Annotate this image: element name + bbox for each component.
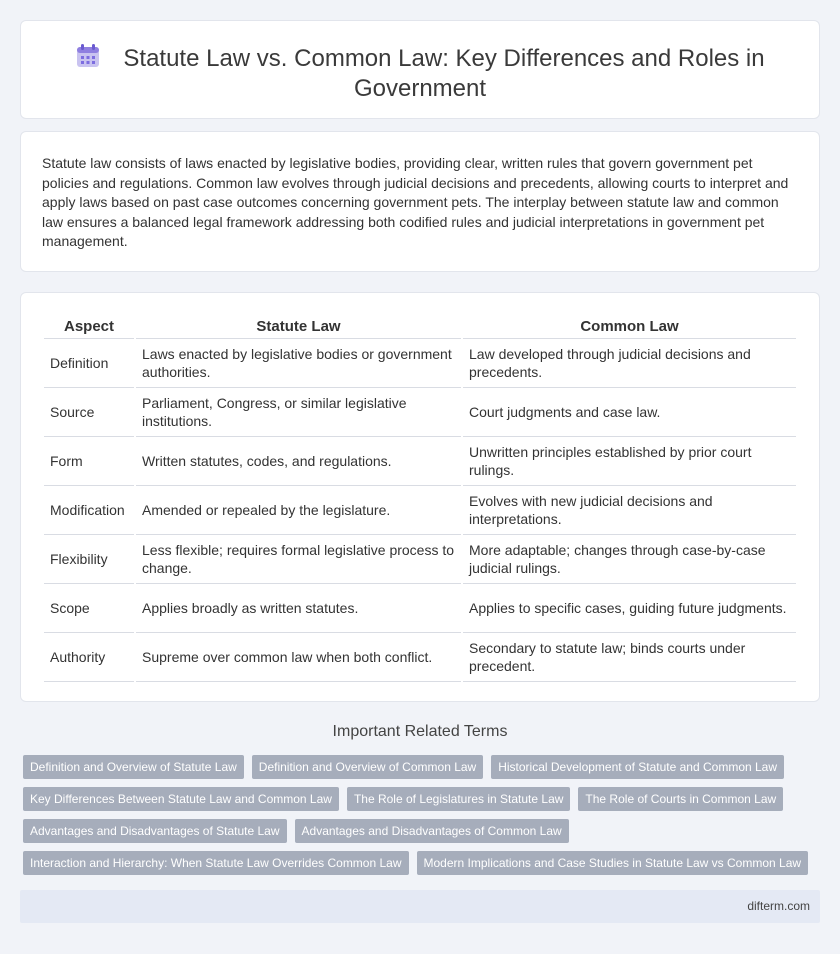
- statute-cell: Amended or repealed by the legislature.: [136, 486, 461, 535]
- common-cell: Applies to specific cases, guiding future judgments.: [463, 584, 796, 633]
- aspect-cell: Scope: [44, 584, 134, 633]
- intro-paragraph: Statute law consists of laws enacted by legislative bodies, providing clear, written rules that govern government pet policies and regulations. Common law evolves through judicial decisions and precedents, allowing courts to interpret and apply laws based on past case outcomes concerning government pets. The interplay between statute law and common law ensures a balanced legal framework addressing both codified rules and judicial interpretations in government pet management.: [42, 155, 789, 249]
- related-terms-list: [23, 755, 823, 883]
- page-title-wrap: [61, 43, 779, 104]
- aspect-cell: Form: [44, 437, 134, 486]
- related-term-tag[interactable]: Modern Implications and Case Studies in Statute Law vs Common Law: [417, 851, 809, 875]
- common-cell: Evolves with new judicial decisions and interpretations.: [463, 486, 796, 535]
- intro-card: [20, 131, 820, 272]
- tag-row: [23, 755, 823, 779]
- header-statute-law: Statute Law: [136, 314, 461, 339]
- statute-cell: Applies broadly as written statutes.: [136, 584, 461, 633]
- tag-row: [23, 851, 823, 875]
- common-cell: Secondary to statute law; binds courts under precedent.: [463, 633, 796, 682]
- aspect-cell: Source: [44, 388, 134, 437]
- common-cell: More adaptable; changes through case-by-case judicial rulings.: [463, 535, 796, 584]
- common-cell: Court judgments and case law.: [463, 388, 796, 437]
- common-cell: Law developed through judicial decisions and precedents.: [463, 339, 796, 388]
- related-term-tag[interactable]: Advantages and Disadvantages of Statute Law: [23, 819, 287, 843]
- aspect-cell: Definition: [44, 339, 134, 388]
- footer-site-link[interactable]: difterm.com: [747, 899, 810, 913]
- related-term-tag[interactable]: Advantages and Disadvantages of Common Law: [295, 819, 569, 843]
- related-term-tag[interactable]: Key Differences Between Statute Law and Common Law: [23, 787, 339, 811]
- comparison-card: [20, 292, 820, 702]
- related-term-tag[interactable]: Historical Development of Statute and Common Law: [491, 755, 784, 779]
- statute-cell: Written statutes, codes, and regulations.: [136, 437, 461, 486]
- aspect-cell: Authority: [44, 633, 134, 682]
- related-term-tag[interactable]: The Role of Legislatures in Statute Law: [347, 787, 570, 811]
- related-term-tag[interactable]: Definition and Overview of Common Law: [252, 755, 483, 779]
- related-term-tag[interactable]: The Role of Courts in Common Law: [578, 787, 783, 811]
- table-row: [44, 584, 796, 633]
- calendar-icon: [75, 43, 101, 69]
- tag-row: [23, 787, 823, 811]
- statute-cell: Supreme over common law when both conflict.: [136, 633, 461, 682]
- table-row: [44, 535, 796, 584]
- comparison-table: [42, 314, 798, 682]
- header-aspect: Aspect: [44, 314, 134, 339]
- related-term-tag[interactable]: Definition and Overview of Statute Law: [23, 755, 244, 779]
- aspect-cell: Flexibility: [44, 535, 134, 584]
- related-terms-heading: Important Related Terms: [332, 723, 508, 740]
- statute-cell: Less flexible; requires formal legislative process to change.: [136, 535, 461, 584]
- table-row: [44, 486, 796, 535]
- title-card: [20, 20, 820, 119]
- footer: [20, 890, 820, 923]
- common-cell: Unwritten principles established by prior court rulings.: [463, 437, 796, 486]
- table-row: [44, 339, 796, 388]
- page-title: Statute Law vs. Common Law: Key Differences and Roles in Government: [123, 45, 765, 102]
- statute-cell: Laws enacted by legislative bodies or government authorities.: [136, 339, 461, 388]
- aspect-cell: Modification: [44, 486, 134, 535]
- table-row: [44, 437, 796, 486]
- table-header-row: [44, 314, 796, 339]
- table-row: [44, 633, 796, 682]
- header-common-law: Common Law: [463, 314, 796, 339]
- table-row: [44, 388, 796, 437]
- statute-cell: Parliament, Congress, or similar legislative institutions.: [136, 388, 461, 437]
- related-term-tag[interactable]: Interaction and Hierarchy: When Statute Law Overrides Common Law: [23, 851, 409, 875]
- tag-row: [23, 819, 823, 843]
